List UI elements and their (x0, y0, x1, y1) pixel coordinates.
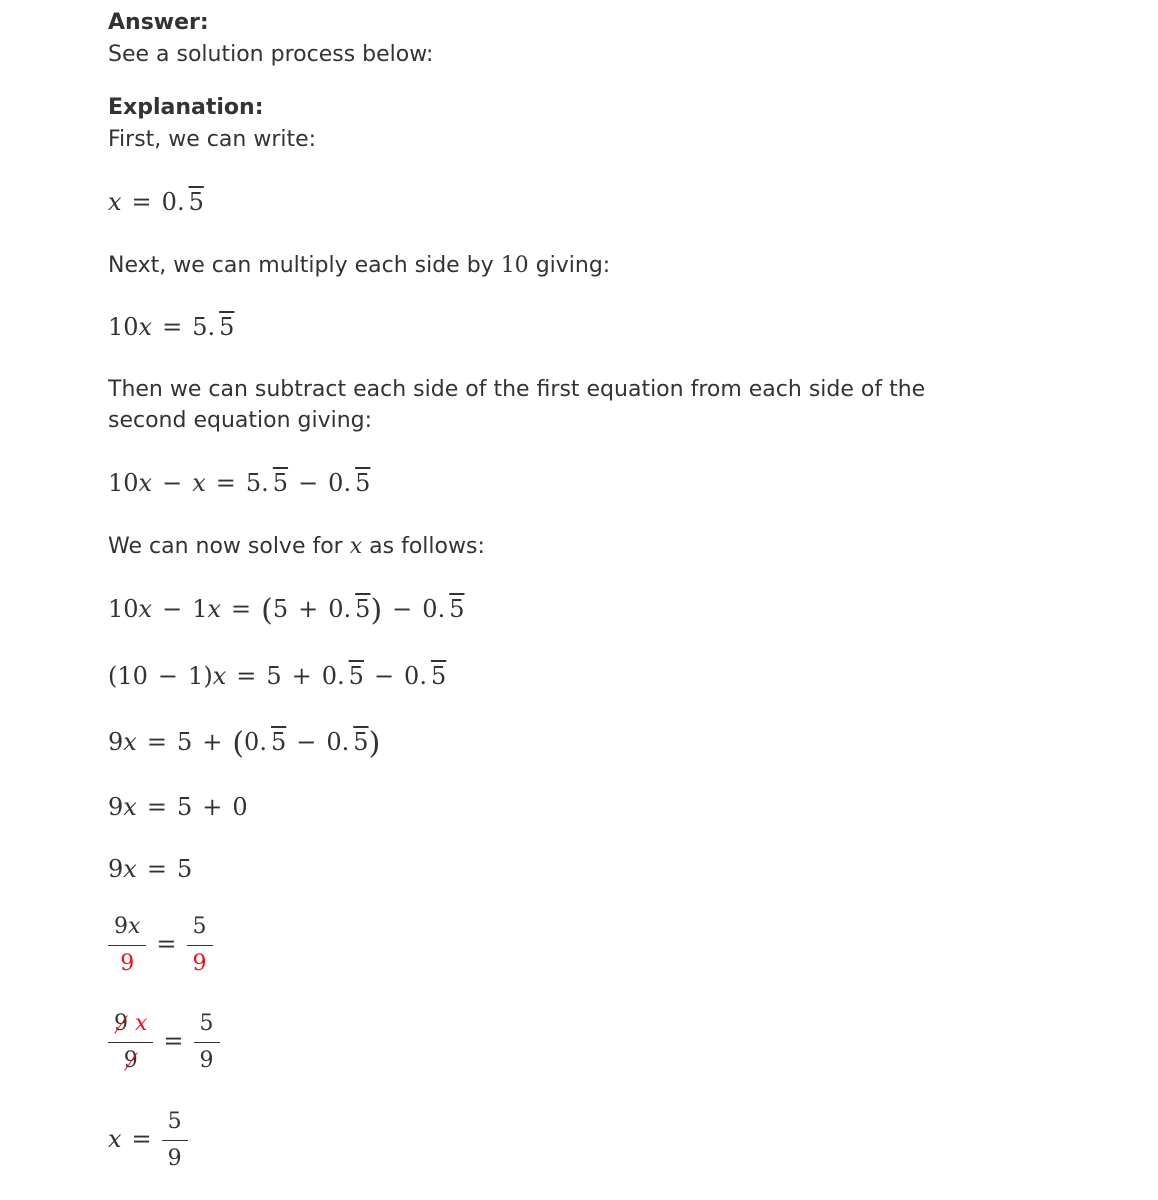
fraction-final: $\frac{5}{9}$ (162, 1108, 188, 1173)
equation-solve-step-2: (10 − 1)x = 5 + 0. 5 − 0. 5 (108, 662, 447, 690)
equation-subtract: 10x − x = 5. 5 − 0. 5 (108, 469, 371, 497)
cancel-mark-denominator: 9 (123, 1048, 138, 1073)
explanation-heading: Explanation: (108, 95, 264, 120)
equation-solve-step-5: 9x = 5 (108, 855, 193, 883)
fraction-five-ninths: $\frac{5}{9}$ (194, 1010, 220, 1075)
cancel-mark-numerator: 9 (114, 1011, 128, 1036)
equation-solve-step-4: 9x = 5 + 0 (108, 793, 248, 821)
fraction-right: $\frac{5}{9}$ (187, 913, 213, 978)
answer-heading: Answer: (108, 10, 209, 35)
explanation-intro: First, we can write: (108, 127, 317, 152)
step-multiply-text: Next, we can multiply each side by 10 giving: (108, 253, 611, 278)
equation-final-answer: x = $\frac{5}{9}$ (108, 1108, 188, 1173)
equation-cancel: 9 x 9 = $\frac{5}{9}$ (108, 1010, 220, 1075)
equation-solve-step-3: 9x = 5 + (0. 5 − 0. 5) (108, 726, 381, 761)
fraction-left: $\frac{9x}{9}$ (108, 913, 146, 978)
step-subtract-text: Then we can subtract each side of the first equation from each side of the second equation giving: (108, 377, 926, 433)
equation-solve-step-1: 10x − 1x = (5 + 0. 5) − 0. 5 (108, 593, 465, 628)
fraction-cancelled: 9 x 9 (108, 1010, 153, 1075)
equation-x-definition: x = 0. 5 (108, 188, 204, 216)
equation-10x: 10x = 5. 5 (108, 313, 235, 341)
step-solve-text: We can now solve for x as follows: (108, 534, 485, 559)
equation-divide-both-sides: $\frac{9x}{9}$ = $\frac{5}{9}$ (108, 913, 213, 978)
answer-text: See a solution process below: (108, 42, 434, 67)
